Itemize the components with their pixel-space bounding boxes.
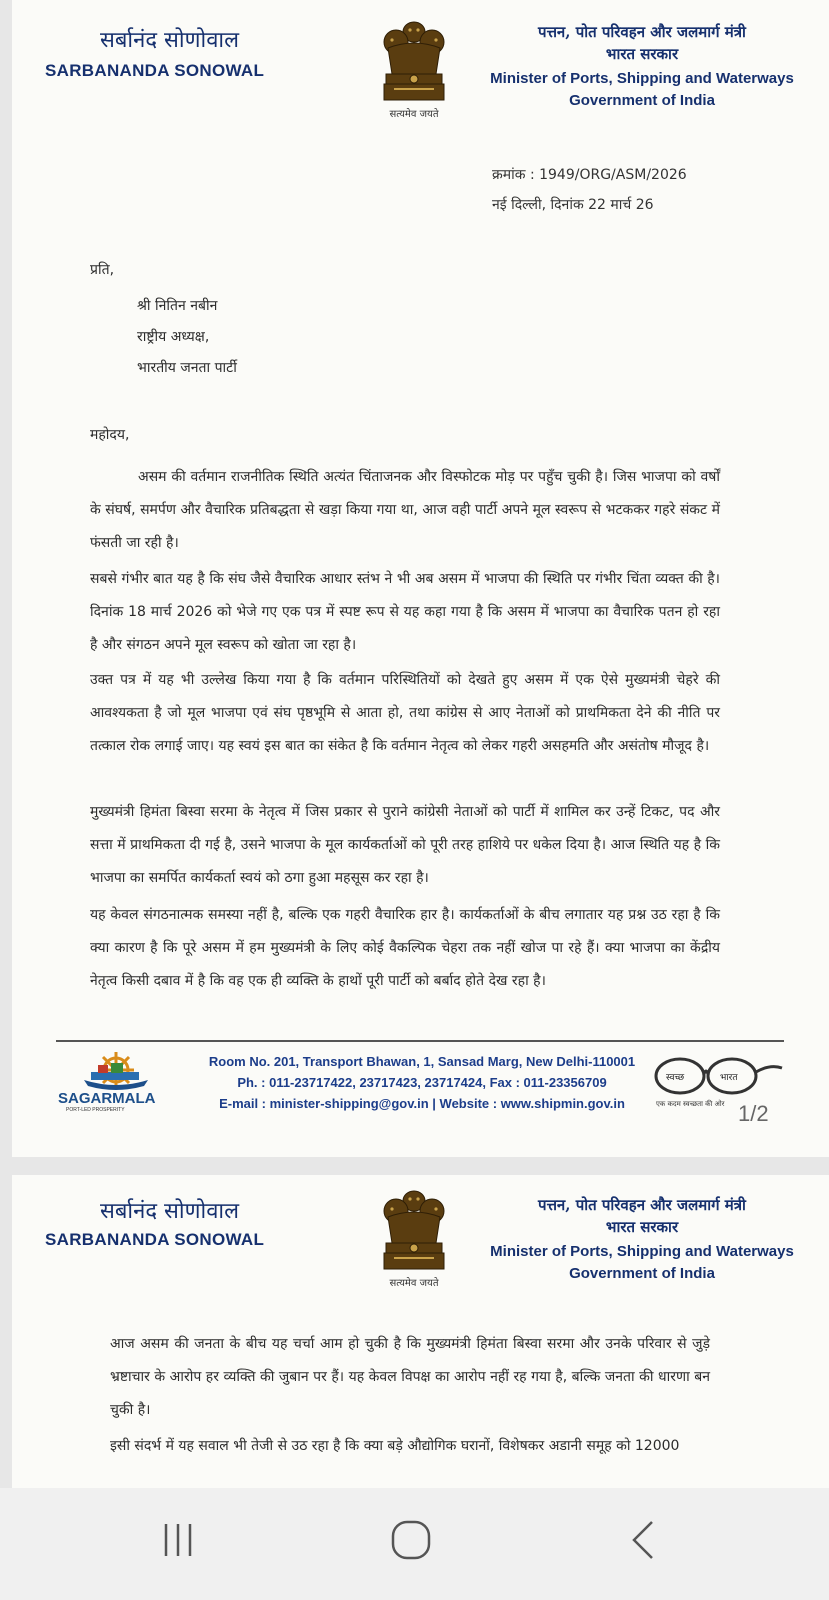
reference-number: क्रमांक : 1949/ORG/ASM/2026 bbox=[492, 167, 687, 183]
ashoka-emblem-icon bbox=[374, 18, 454, 106]
emblem-motto-p2: सत्यमेव जयते bbox=[389, 1278, 439, 1289]
greeting: महोदय, bbox=[90, 427, 130, 443]
paragraph-2: सबसे गंभीर बात यह है कि संघ जैसे वैचारिक आधार स्तंभ ने भी अब असम में भाजपा की स्थिति पर गंभीर चिंता व्यक्त की है। दिनांक 18 मार्च 2026 को भेजे गए एक पत्र में स्पष्ट रूप से यह कहा गया है कि असम में भाजपा का वैचारिक पतन हो रहा है और संगठन अपने मूल स्वरूप को खोता जा रहा है। bbox=[90, 571, 720, 653]
office-hindi-govt: भारत सरकार bbox=[605, 45, 679, 63]
home-icon[interactable] bbox=[381, 1510, 441, 1570]
sender-name-english: SARBANANDA SONOWAL bbox=[45, 61, 265, 80]
national-emblem bbox=[374, 18, 454, 128]
svg-text:एक कदम स्वच्छता की ओर: एक कदम स्वच्छता की ओर bbox=[656, 1100, 725, 1108]
svg-text:स्वच्छ: स्वच्छ bbox=[666, 1073, 685, 1083]
page2-paragraph-1: आज असम की जनता के बीच यह चर्चा आम हो चुकी है कि मुख्यमंत्री हिमंता बिस्वा सरमा और उनके परिवार से जुड़े भ्रष्टाचार के आरोप हर व्यक्ति की जुबान पर हैं। यह केवल विपक्ष का आरोप नहीं रह गया है, बल्कि जनता की धारणा बन चुकी है। bbox=[110, 1336, 710, 1418]
svg-text:PORT-LED PROSPERITY: PORT-LED PROSPERITY bbox=[66, 1107, 125, 1113]
back-icon[interactable] bbox=[614, 1510, 674, 1570]
office-block bbox=[462, 22, 822, 109]
footer-contact bbox=[182, 1051, 662, 1114]
spectacles-icon bbox=[652, 1048, 792, 1113]
office-block-p2 bbox=[462, 1195, 822, 1282]
letter-page-2 bbox=[12, 1175, 829, 1488]
sender-name-hindi: सर्बानंद सोणोवाल bbox=[100, 28, 240, 53]
letter-page-1 bbox=[12, 0, 829, 1157]
svg-text:SAGARMALA: SAGARMALA bbox=[58, 1090, 156, 1107]
to-label: प्रति, bbox=[90, 262, 115, 278]
place-date: नई दिल्ली, दिनांक 22 मार्च 26 bbox=[492, 197, 654, 213]
paragraph-5: यह केवल संगठनात्मक समस्या नहीं है, बल्कि एक गहरी वैचारिक हार है। कार्यकर्ताओं के बीच लगातार यह प्रश्न उठ रहा है कि क्या कारण है कि पूरे असम में हम मुख्यमंत्री के लिए कोई वैकल्पिक चेहरा तक नहीं खोज पा रहे हैं। क्या भाजपा का केंद्रीय नेतृत्व किसी दबाव में है कि वह एक ही व्यक्ति के हाथों पूरी पार्टी को बर्बाद होते देख रहा है। bbox=[90, 907, 720, 989]
swachh-bharat-logo bbox=[652, 1048, 792, 1113]
paragraph-4: मुख्यमंत्री हिमंता बिस्वा सरमा के नेतृत्व में जिस प्रकार से पुराने कांग्रेसी नेताओं को पार्टी में शामिल कर उन्हें टिकट, पद और सत्ता में प्राथमिकता दी गई है, उसने भाजपा के मूल कार्यकर्ताओं को पूरी तरह हाशिये पर धकेल दिया है। आज स्थिति यह है कि भाजपा का समर्पित कार्यकर्ता स्वयं को ठगा हुआ महसूस कर रहा है। bbox=[90, 804, 720, 886]
addressee-organization: भारतीय जनता पार्टी bbox=[137, 360, 237, 376]
footer-address: Room No. 201, Transport Bhawan, 1, Sansad Marg, New Delhi-110001 bbox=[208, 1054, 636, 1069]
addressee-designation: राष्ट्रीय अध्यक्ष, bbox=[137, 329, 210, 345]
addressee-name: श्री नितिन नबीन bbox=[137, 298, 218, 314]
office-english-title: Minister of Ports, Shipping and Waterways bbox=[490, 70, 794, 87]
reference-block bbox=[492, 160, 687, 220]
page-indicator: 1/2 bbox=[738, 1101, 769, 1126]
footer-email-website: E-mail : minister-shipping@gov.in | Website : www.shipmin.gov.in bbox=[219, 1096, 625, 1111]
sagarmala-logo bbox=[56, 1048, 171, 1113]
office-hindi-title-p2: पत्तन, पोत परिवहन और जलमार्ग मंत्री bbox=[538, 1196, 746, 1214]
footer-phone: Ph. : 011-23717422, 23717423, 23717424, Fax : 011-23356709 bbox=[237, 1075, 607, 1090]
sender-name-english-p2: SARBANANDA SONOWAL bbox=[45, 1230, 265, 1249]
paragraph-3: उक्त पत्र में यह भी उल्लेख किया गया है कि वर्तमान परिस्थितियों को देखते हुए असम में एक ऐसे मुख्यमंत्री चेहरे की आवश्यकता है जो मूल भाजपा एवं संघ पृष्ठभूमि से आता हो, तथा कांग्रेस से आए नेताओं को प्राथमिकता देने की नीति पर तत्काल रोक लगाई जाए। यह स्वयं इस बात का संकेत है कि वर्तमान नेतृत्व को लेकर गहरी असहमति और असंतोष मौजूद है। bbox=[90, 672, 720, 754]
national-emblem-p2 bbox=[374, 1187, 454, 1297]
ship-wheel-icon bbox=[56, 1048, 171, 1113]
svg-text:भारत: भारत bbox=[720, 1073, 738, 1083]
office-english-title-p2: Minister of Ports, Shipping and Waterways bbox=[490, 1243, 794, 1260]
ashoka-emblem-icon bbox=[374, 1187, 454, 1275]
emblem-motto: सत्यमेव जयते bbox=[389, 109, 439, 120]
paragraph-1: असम की वर्तमान राजनीतिक स्थिति अत्यंत चिंताजनक और विस्फोटक मोड़ पर पहुँच चुकी है। जिस भाजपा को वर्षों के संघर्ष, समर्पण और वैचारिक प्रतिबद्धता से खड़ा किया गया था, आज वही पार्टी अपने मूल स्वरूप से भटककर गहरे संकट में फंसती जा रही है। bbox=[90, 469, 720, 551]
office-english-govt-p2: Government of India bbox=[569, 1265, 715, 1282]
system-navigation-bar bbox=[0, 1488, 829, 1600]
sender-name-hindi-p2: सर्बानंद सोणोवाल bbox=[100, 1199, 240, 1224]
office-hindi-govt-p2: भारत सरकार bbox=[605, 1218, 679, 1236]
office-english-govt: Government of India bbox=[569, 92, 715, 109]
recents-icon[interactable] bbox=[148, 1510, 208, 1570]
office-hindi-title: पत्तन, पोत परिवहन और जलमार्ग मंत्री bbox=[538, 23, 746, 41]
page2-paragraph-2: इसी संदर्भ में यह सवाल भी तेजी से उठ रहा है कि क्या बड़े औद्योगिक घरानों, विशेषकर अडानी समूह को 12000 bbox=[110, 1438, 680, 1454]
footer-divider bbox=[56, 1040, 784, 1042]
